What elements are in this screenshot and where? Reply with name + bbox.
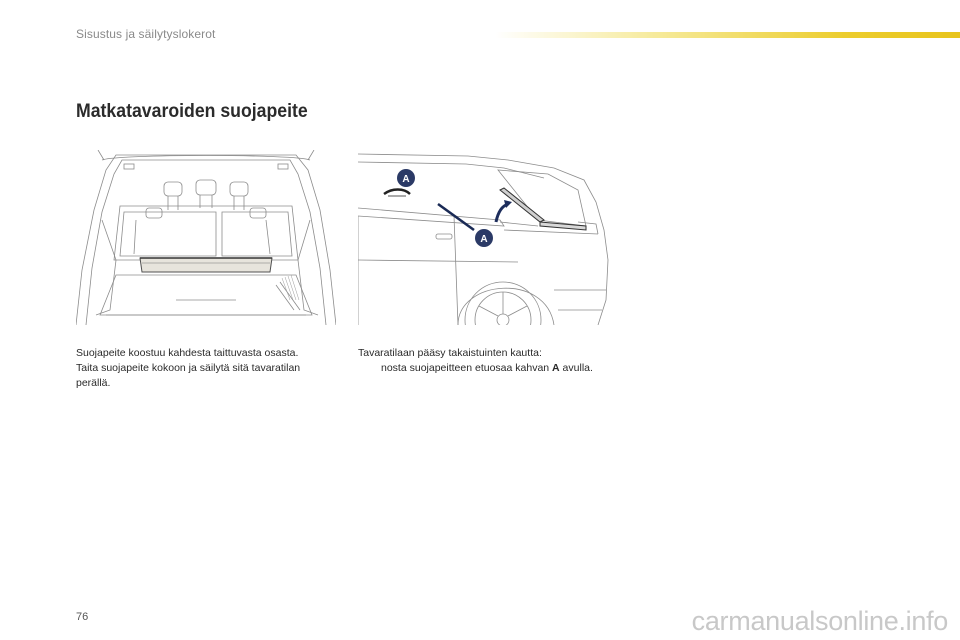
side-view-illustration — [358, 150, 614, 325]
header-accent-bar — [495, 32, 960, 38]
trunk-interior-illustration — [76, 150, 336, 325]
instructions-intro: Tavaratilaan pääsy takaistuinten kautta: — [358, 347, 542, 359]
description-line-1: Suojapeite koostuu kahdesta taittuvasta osasta. — [76, 347, 299, 359]
cover-description — [76, 346, 316, 391]
site-watermark: carmanualsonline.info — [691, 606, 948, 636]
page-number: 76 — [76, 611, 89, 623]
instruction-step — [358, 361, 608, 376]
chapter-title: Sisustus ja säilytyslokerot — [76, 27, 216, 41]
svg-text:A: A — [402, 174, 410, 185]
callout-a-upper — [397, 169, 415, 187]
handle-label: A — [552, 362, 560, 374]
description-line-2: Taita suojapeite kokoon ja säilytä sitä tavaratilan perällä. — [76, 362, 301, 389]
bullet-icon — [358, 361, 381, 376]
svg-text:A: A — [480, 234, 488, 245]
access-instructions — [358, 346, 608, 376]
instruction-step-text: nosta suojapeitteen etuosaa kahvan A avulla. — [381, 362, 593, 374]
callout-a-lower — [475, 229, 493, 247]
section-title: Matkatavaroiden suojapeite — [76, 101, 308, 122]
